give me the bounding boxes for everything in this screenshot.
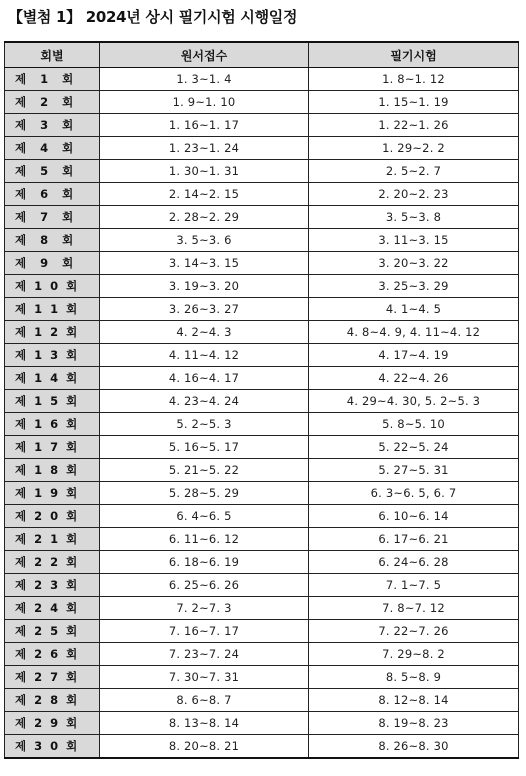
- application-period-cell: 5. 28~5. 29: [100, 482, 309, 505]
- table-row: [5, 459, 519, 482]
- round-cell: 제 3 0 회: [5, 735, 100, 759]
- round-cell: 제 1 1 회: [5, 298, 100, 321]
- exam-period-cell: 4. 29~4. 30, 5. 2~5. 3: [309, 390, 519, 413]
- table-row: [5, 712, 519, 735]
- table-row: [5, 620, 519, 643]
- application-period-cell: 1. 30~1. 31: [100, 160, 309, 183]
- exam-period-cell: 4. 17~4. 19: [309, 344, 519, 367]
- exam-period-cell: 6. 3~6. 5, 6. 7: [309, 482, 519, 505]
- exam-period-cell: 7. 1~7. 5: [309, 574, 519, 597]
- exam-period-cell: 7. 29~8. 2: [309, 643, 519, 666]
- table-row: [5, 344, 519, 367]
- round-cell: 제 8 회: [5, 229, 100, 252]
- table-row: [5, 528, 519, 551]
- round-cell: 제 2 2 회: [5, 551, 100, 574]
- application-period-cell: 1. 23~1. 24: [100, 137, 309, 160]
- round-cell: 제 6 회: [5, 183, 100, 206]
- application-period-cell: 6. 4~6. 5: [100, 505, 309, 528]
- table-row: [5, 643, 519, 666]
- round-cell: 제 2 8 회: [5, 689, 100, 712]
- exam-period-cell: 1. 29~2. 2: [309, 137, 519, 160]
- exam-period-cell: 7. 8~7. 12: [309, 597, 519, 620]
- application-period-cell: 5. 16~5. 17: [100, 436, 309, 459]
- application-period-cell: 6. 25~6. 26: [100, 574, 309, 597]
- round-cell: 제 2 0 회: [5, 505, 100, 528]
- application-period-cell: 5. 21~5. 22: [100, 459, 309, 482]
- table-body: [5, 68, 519, 759]
- exam-period-cell: 8. 12~8. 14: [309, 689, 519, 712]
- round-cell: 제 1 6 회: [5, 413, 100, 436]
- table-header-row: [5, 42, 519, 68]
- application-period-cell: 3. 5~3. 6: [100, 229, 309, 252]
- table-row: [5, 482, 519, 505]
- table-row: [5, 137, 519, 160]
- exam-period-cell: 5. 22~5. 24: [309, 436, 519, 459]
- round-cell: 제 2 1 회: [5, 528, 100, 551]
- exam-period-cell: 1. 22~1. 26: [309, 114, 519, 137]
- exam-period-cell: 2. 20~2. 23: [309, 183, 519, 206]
- table-row: [5, 689, 519, 712]
- round-cell: 제 2 9 회: [5, 712, 100, 735]
- round-cell: 제 2 3 회: [5, 574, 100, 597]
- header-round: 회별: [5, 42, 100, 68]
- table-row: [5, 275, 519, 298]
- application-period-cell: 4. 23~4. 24: [100, 390, 309, 413]
- exam-period-cell: 6. 10~6. 14: [309, 505, 519, 528]
- table-row: [5, 321, 519, 344]
- round-cell: 제 2 회: [5, 91, 100, 114]
- table-row: [5, 114, 519, 137]
- table-row: [5, 91, 519, 114]
- table-row: [5, 68, 519, 91]
- application-period-cell: 4. 16~4. 17: [100, 367, 309, 390]
- document-title: 【별첨 1】 2024년 상시 필기시험 시행일정: [8, 8, 298, 26]
- exam-period-cell: 3. 5~3. 8: [309, 206, 519, 229]
- application-period-cell: 1. 16~1. 17: [100, 114, 309, 137]
- table-row: [5, 436, 519, 459]
- table-row: [5, 206, 519, 229]
- round-cell: 제 9 회: [5, 252, 100, 275]
- round-cell: 제 1 4 회: [5, 367, 100, 390]
- table-row: [5, 252, 519, 275]
- table-row: [5, 229, 519, 252]
- round-cell: 제 4 회: [5, 137, 100, 160]
- table-row: [5, 551, 519, 574]
- round-cell: 제 1 9 회: [5, 482, 100, 505]
- table-row: [5, 183, 519, 206]
- round-cell: 제 2 7 회: [5, 666, 100, 689]
- application-period-cell: 2. 28~2. 29: [100, 206, 309, 229]
- round-cell: 제 1 2 회: [5, 321, 100, 344]
- exam-period-cell: 4. 22~4. 26: [309, 367, 519, 390]
- exam-period-cell: 3. 11~3. 15: [309, 229, 519, 252]
- table-row: [5, 666, 519, 689]
- application-period-cell: 5. 2~5. 3: [100, 413, 309, 436]
- table-row: [5, 160, 519, 183]
- application-period-cell: 3. 19~3. 20: [100, 275, 309, 298]
- application-period-cell: 8. 6~8. 7: [100, 689, 309, 712]
- round-cell: 제 2 5 회: [5, 620, 100, 643]
- exam-period-cell: 8. 26~8. 30: [309, 735, 519, 759]
- table-row: [5, 298, 519, 321]
- application-period-cell: 6. 11~6. 12: [100, 528, 309, 551]
- application-period-cell: 7. 30~7. 31: [100, 666, 309, 689]
- round-cell: 제 2 6 회: [5, 643, 100, 666]
- round-cell: 제 1 3 회: [5, 344, 100, 367]
- application-period-cell: 2. 14~2. 15: [100, 183, 309, 206]
- application-period-cell: 1. 3~1. 4: [100, 68, 309, 91]
- application-period-cell: 7. 2~7. 3: [100, 597, 309, 620]
- round-cell: 제 5 회: [5, 160, 100, 183]
- round-cell: 제 2 4 회: [5, 597, 100, 620]
- round-cell: 제 1 회: [5, 68, 100, 91]
- application-period-cell: 8. 20~8. 21: [100, 735, 309, 759]
- application-period-cell: 7. 16~7. 17: [100, 620, 309, 643]
- exam-period-cell: 4. 1~4. 5: [309, 298, 519, 321]
- application-period-cell: 8. 13~8. 14: [100, 712, 309, 735]
- application-period-cell: 3. 14~3. 15: [100, 252, 309, 275]
- table-row: [5, 735, 519, 759]
- header-exam: 필기시험: [309, 42, 519, 68]
- table-row: [5, 597, 519, 620]
- round-cell: 제 1 0 회: [5, 275, 100, 298]
- application-period-cell: 6. 18~6. 19: [100, 551, 309, 574]
- exam-period-cell: 6. 24~6. 28: [309, 551, 519, 574]
- round-cell: 제 1 8 회: [5, 459, 100, 482]
- round-cell: 제 3 회: [5, 114, 100, 137]
- application-period-cell: 1. 9~1. 10: [100, 91, 309, 114]
- application-period-cell: 7. 23~7. 24: [100, 643, 309, 666]
- exam-period-cell: 5. 8~5. 10: [309, 413, 519, 436]
- exam-period-cell: 7. 22~7. 26: [309, 620, 519, 643]
- exam-period-cell: 1. 8~1. 12: [309, 68, 519, 91]
- application-period-cell: 4. 11~4. 12: [100, 344, 309, 367]
- exam-period-cell: 1. 15~1. 19: [309, 91, 519, 114]
- exam-period-cell: 2. 5~2. 7: [309, 160, 519, 183]
- exam-period-cell: 8. 5~8. 9: [309, 666, 519, 689]
- exam-period-cell: 6. 17~6. 21: [309, 528, 519, 551]
- application-period-cell: 4. 2~4. 3: [100, 321, 309, 344]
- round-cell: 제 1 7 회: [5, 436, 100, 459]
- application-period-cell: 3. 26~3. 27: [100, 298, 309, 321]
- table-row: [5, 367, 519, 390]
- exam-period-cell: 3. 25~3. 29: [309, 275, 519, 298]
- header-application: 원서접수: [100, 42, 309, 68]
- table-row: [5, 413, 519, 436]
- exam-period-cell: 4. 8~4. 9, 4. 11~4. 12: [309, 321, 519, 344]
- table-row: [5, 390, 519, 413]
- exam-period-cell: 8. 19~8. 23: [309, 712, 519, 735]
- exam-period-cell: 5. 27~5. 31: [309, 459, 519, 482]
- round-cell: 제 1 5 회: [5, 390, 100, 413]
- schedule-table: [4, 41, 519, 759]
- round-cell: 제 7 회: [5, 206, 100, 229]
- table-row: [5, 574, 519, 597]
- exam-period-cell: 3. 20~3. 22: [309, 252, 519, 275]
- table-row: [5, 505, 519, 528]
